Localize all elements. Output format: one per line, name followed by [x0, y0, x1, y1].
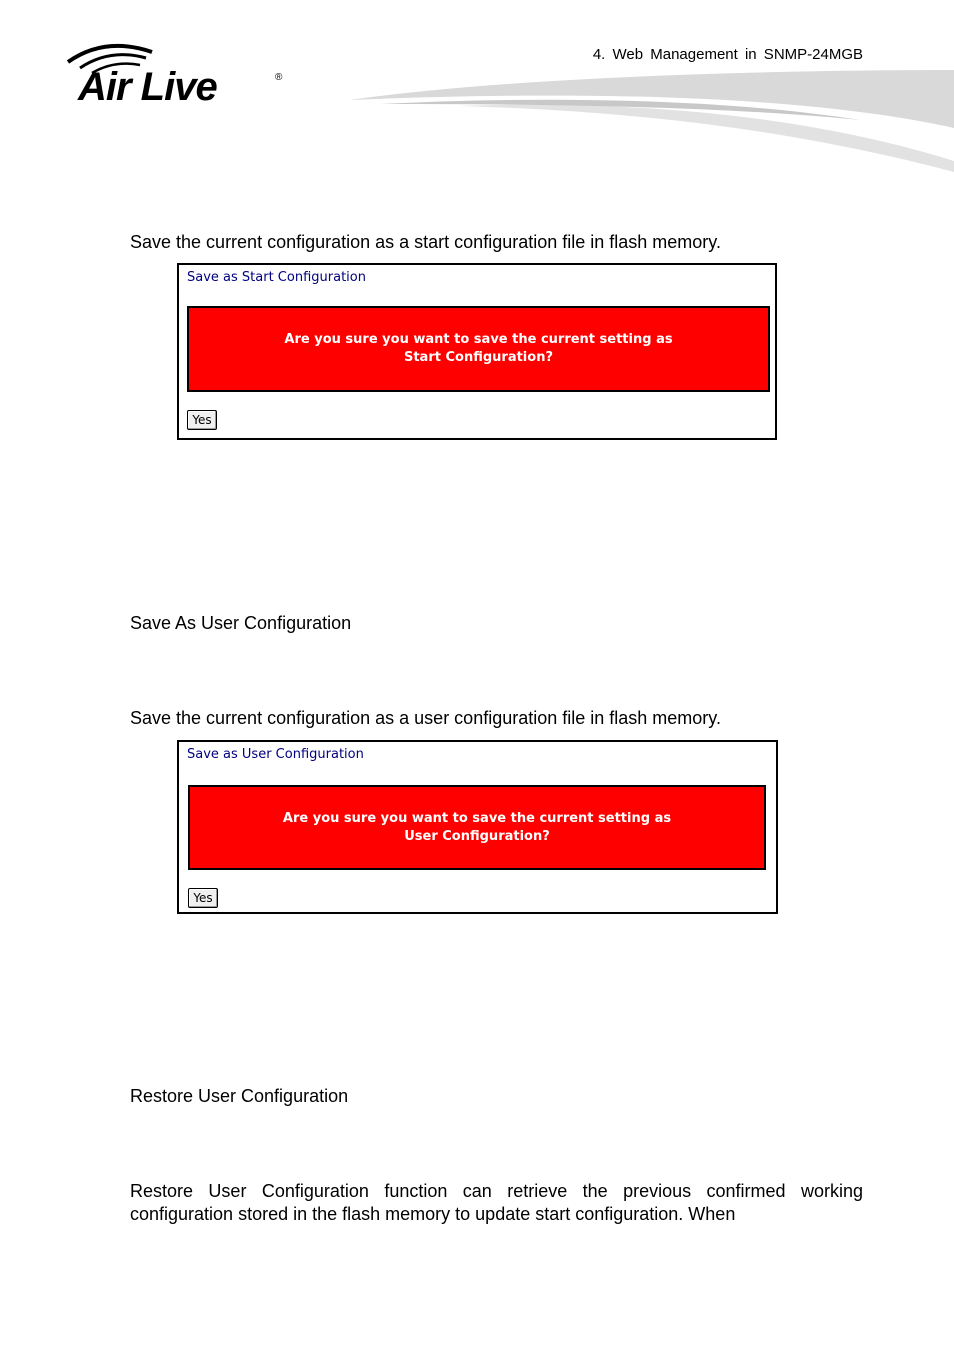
save-user-config-panel — [177, 740, 778, 914]
warning-line: Are you sure you want to save the current setting as — [282, 810, 672, 826]
chapter-header: 4. Web Management in SNMP-24MGB — [592, 46, 863, 63]
warning-box — [188, 785, 766, 870]
warning-line: Start Configuration? — [403, 350, 553, 365]
airlive-logo — [60, 40, 290, 106]
header-swoosh — [340, 66, 954, 178]
brand-wordmark: Air Live — [78, 65, 217, 106]
intro-user-paragraph: Save the current configuration as a user configuration file in flash memory. — [130, 708, 721, 728]
intro-start-paragraph: Save the current configuration as a start configuration file in flash memory. — [130, 232, 721, 252]
panel-title: Save as User Configuration — [187, 747, 364, 762]
yes-button[interactable]: Yes — [187, 410, 217, 430]
section-heading-user: Save As User Configuration — [130, 613, 352, 633]
warning-line: Are you sure you want to save the current setting as — [284, 332, 673, 347]
restore-paragraph: Restore User Configuration function can retrieve the previous confirmed working configuration stored in the flash memory to update start configuration. When — [130, 1181, 863, 1224]
panel-title: Save as Start Configuration — [187, 270, 366, 285]
yes-button[interactable]: Yes — [188, 888, 218, 908]
warning-line: User Configuration? — [404, 828, 550, 844]
warning-box — [187, 306, 770, 392]
registered-mark: ® — [275, 72, 283, 83]
save-start-config-panel — [177, 263, 777, 440]
section-heading-restore: Restore User Configuration — [130, 1086, 349, 1106]
